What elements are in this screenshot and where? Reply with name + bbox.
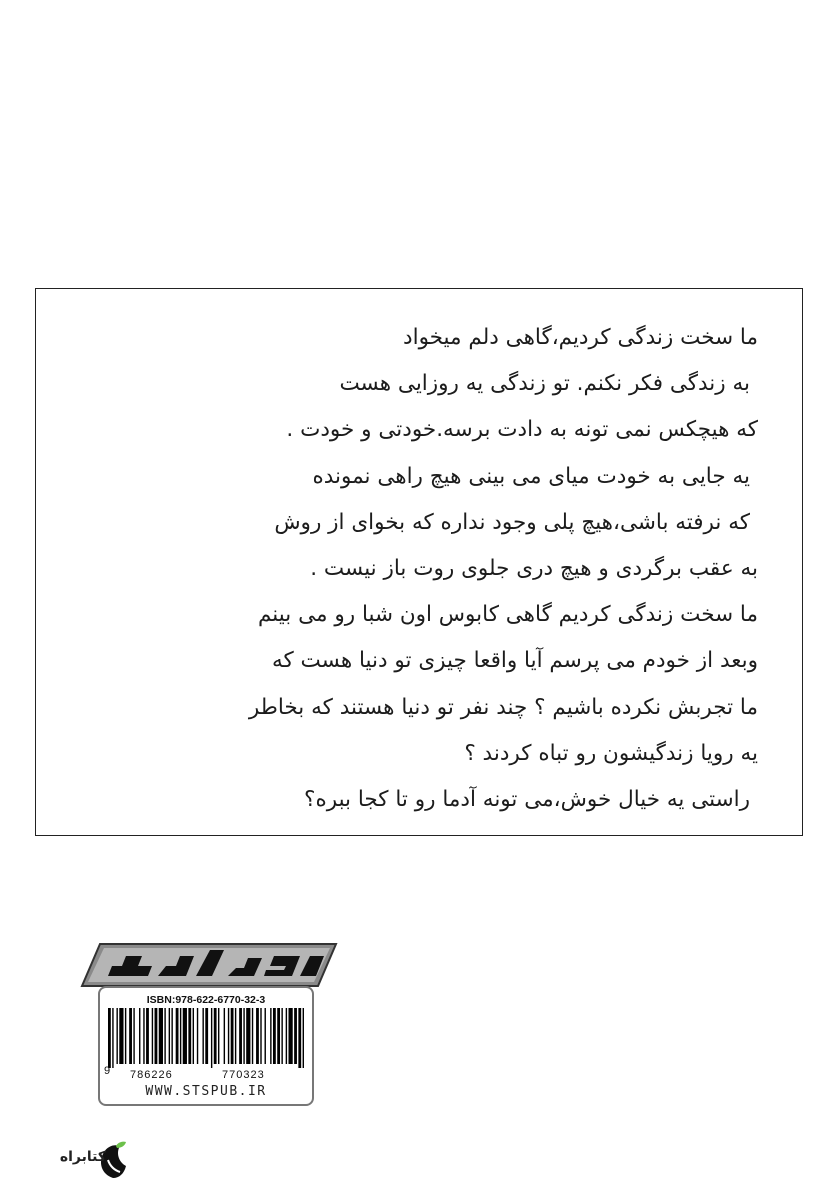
synopsis-line: به زندگی فکر نکنم. تو زندگی یه روزایی هست (339, 371, 750, 397)
barcode-bar (159, 1008, 163, 1064)
barcode-label (98, 986, 314, 1106)
barcode-bar (116, 1008, 117, 1064)
synopsis-line: ما سخت زندگی کردیم،گاهی دلم میخواد (403, 325, 758, 350)
barcode-bar (252, 1008, 253, 1064)
barcode-bar (235, 1008, 236, 1064)
synopsis-line: وبعد از خودم می پرسم آیا واقعا چیزی تو دنیا هست که (271, 648, 758, 674)
barcode-bar (119, 1008, 123, 1064)
synopsis-line: یه جایی به خودت میای می بینی هیچ راهی نمونده (312, 463, 750, 489)
barcode-bar (112, 1008, 113, 1068)
barcode-bar (256, 1008, 259, 1064)
barcode-bar (152, 1008, 153, 1064)
barcode-bar (211, 1008, 212, 1068)
barcode-bar (265, 1008, 266, 1064)
barcode-bar (239, 1008, 242, 1064)
synopsis-text (94, 315, 758, 823)
barcode-bar (298, 1008, 301, 1068)
barcode-bars (108, 1008, 304, 1068)
barcode-digit-group-1: 786226 (130, 1069, 173, 1081)
barcode-bar (270, 1008, 271, 1064)
barcode-bar (260, 1008, 261, 1064)
barcode-bar (243, 1008, 244, 1064)
barcode-bar (180, 1008, 181, 1064)
barcode-bar (228, 1008, 229, 1064)
barcode-bar (202, 1008, 203, 1064)
synopsis-line: به عقب برگردی و هیچ دری جلوی روت باز نیست . (310, 556, 758, 582)
barcode-bar (214, 1008, 217, 1064)
barcode-bar (108, 1008, 111, 1068)
barcode-bar (176, 1008, 179, 1064)
synopsis-line: ما سخت زندگی کردیم گاهی کابوس اون شبا رو می بینم (257, 602, 758, 628)
synopsis-box (35, 288, 803, 836)
barcode-bar (273, 1008, 276, 1064)
synopsis-line: که نرفته باشی،هیچ پلی وجود نداره که بخوای از روش (274, 509, 750, 535)
kitabrah-watermark (59, 1136, 130, 1186)
barcode-bar (169, 1008, 170, 1064)
synopsis-line: ما تجربش نکرده باشیم ؟ چند نفر تو دنیا هستند که بخاطر (248, 694, 758, 720)
barcode-bar (303, 1008, 304, 1068)
barcode-bar (171, 1008, 172, 1064)
publisher-website: WWW.STSPUB.IR (145, 1084, 267, 1099)
barcode-bar (277, 1008, 280, 1064)
barcode-bar (143, 1008, 144, 1064)
barcode-bar (139, 1008, 140, 1064)
synopsis-line: که هیچکس نمی تونه به دادت برسه.خودتی و خودت . (286, 417, 758, 443)
barcode-digits (100, 1065, 312, 1083)
barcode-bar (188, 1008, 191, 1064)
barcode-bar (281, 1008, 282, 1064)
barcode-bar (146, 1008, 149, 1064)
barcode-bar (231, 1008, 234, 1064)
synopsis-line: یه رویا زندگیشون رو تباه کردند ؟ (464, 740, 758, 766)
barcode-bar (193, 1008, 194, 1064)
isbn-number: ISBN:978-622-6770-32-3 (146, 994, 266, 1006)
barcode-bar (197, 1008, 198, 1064)
barcode-bar (133, 1008, 134, 1064)
barcode-lead-digit: 9 (104, 1065, 111, 1077)
barcode-bar (155, 1008, 158, 1064)
barcode-bar (246, 1008, 250, 1064)
barcode-bar (286, 1008, 287, 1064)
barcode-bar (129, 1008, 132, 1064)
barcode-bar (125, 1008, 126, 1064)
barcode-bar (294, 1008, 297, 1064)
barcode-bar (218, 1008, 219, 1064)
isbn-barcode-block (78, 938, 338, 1110)
barcode-bar (224, 1008, 225, 1064)
kitabrah-wordmark: کتابراه (59, 1149, 106, 1165)
publisher-wordmark-logo (78, 938, 338, 990)
barcode-bar (164, 1008, 165, 1064)
synopsis-line: راستی یه خیال خوش،می تونه آدما رو تا کجا ببره؟ (304, 787, 750, 813)
barcode-bar (288, 1008, 292, 1064)
barcode-bar (183, 1008, 187, 1064)
barcode-bar (205, 1008, 208, 1064)
barcode-digit-group-2: 770323 (222, 1069, 265, 1081)
